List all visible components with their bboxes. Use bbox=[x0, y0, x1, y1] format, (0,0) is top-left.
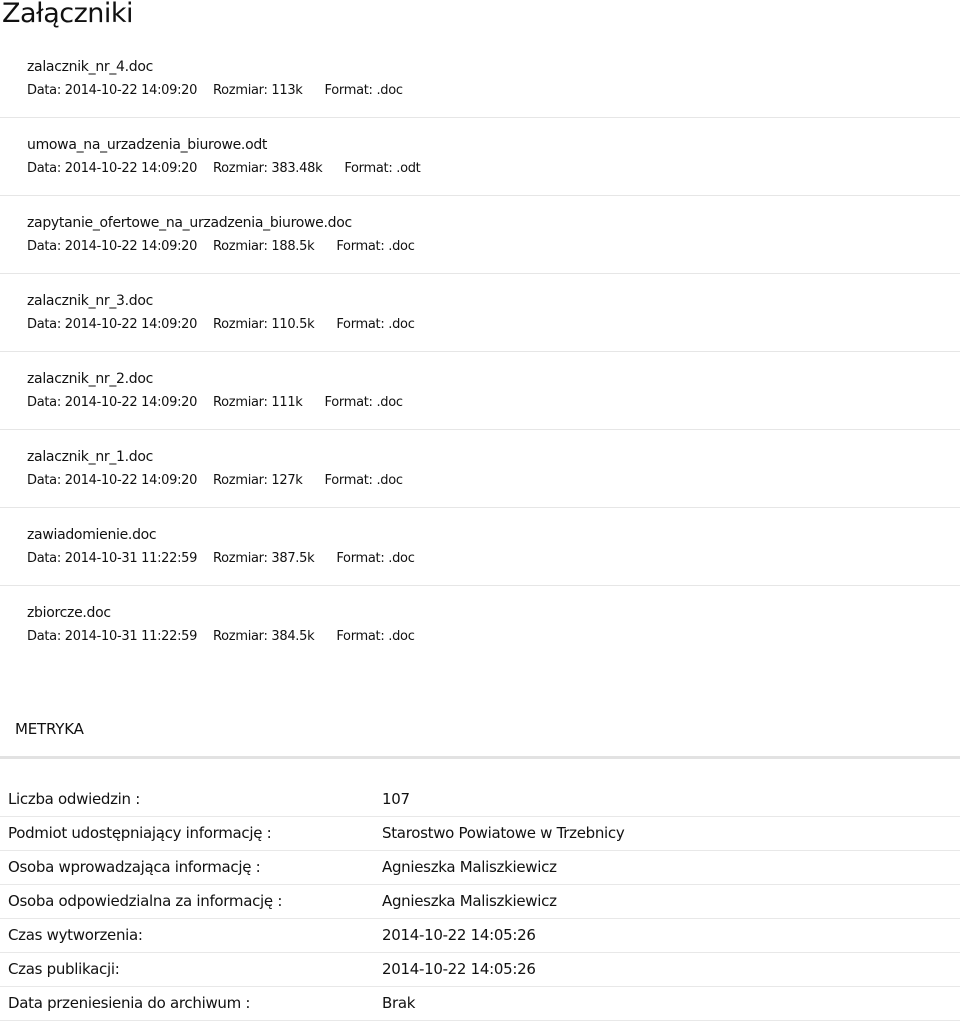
metryka-row bbox=[0, 987, 960, 1021]
attachment-format: Format: .doc bbox=[336, 317, 415, 332]
attachment-date: Data: 2014-10-22 14:09:20 bbox=[27, 83, 198, 98]
attachment-link[interactable]: zalacznik_nr_2.doc bbox=[27, 371, 154, 387]
attachment-format: Format: .doc bbox=[324, 395, 403, 410]
attachment-format: Format: .doc bbox=[336, 551, 415, 566]
attachment-link[interactable]: zawiadomienie.doc bbox=[27, 527, 157, 543]
attachment-item bbox=[0, 274, 960, 352]
attachment-date: Data: 2014-10-31 11:22:59 bbox=[27, 551, 198, 566]
attachment-date: Data: 2014-10-22 14:09:20 bbox=[27, 317, 198, 332]
attachment-item bbox=[0, 118, 960, 196]
metryka-label: Data przeniesienia do archiwum : bbox=[8, 994, 251, 1012]
attachment-item bbox=[0, 508, 960, 586]
metryka-value: 2014-10-22 14:05:26 bbox=[382, 926, 536, 944]
attachment-format: Format: .doc bbox=[324, 83, 403, 98]
metryka-value: Agnieszka Maliszkiewicz bbox=[382, 892, 557, 910]
attachment-size: Rozmiar: 383.48k bbox=[213, 161, 323, 176]
attachment-format: Format: .doc bbox=[324, 473, 403, 488]
attachment-size: Rozmiar: 113k bbox=[213, 83, 303, 98]
metryka-row bbox=[0, 953, 960, 987]
attachment-meta bbox=[27, 393, 403, 413]
metryka-row bbox=[0, 851, 960, 885]
metryka-label: Osoba wprowadzająca informację : bbox=[8, 858, 261, 876]
attachment-format: Format: .doc bbox=[336, 629, 415, 644]
metryka-row bbox=[0, 919, 960, 953]
attachment-size: Rozmiar: 384.5k bbox=[213, 629, 315, 644]
metryka-label: Podmiot udostępniający informację : bbox=[8, 824, 272, 842]
attachment-meta bbox=[27, 81, 403, 101]
metryka-value: 2014-10-22 14:05:26 bbox=[382, 960, 536, 978]
metryka-row bbox=[0, 885, 960, 919]
page-title: Załączniki bbox=[2, 0, 134, 29]
attachment-date: Data: 2014-10-22 14:09:20 bbox=[27, 473, 198, 488]
attachments-list bbox=[0, 40, 960, 664]
attachment-date: Data: 2014-10-22 14:09:20 bbox=[27, 239, 198, 254]
attachment-link[interactable]: zalacznik_nr_4.doc bbox=[27, 59, 154, 75]
attachment-meta bbox=[27, 159, 420, 179]
attachment-link[interactable]: zbiorcze.doc bbox=[27, 605, 111, 621]
metryka-table bbox=[0, 783, 960, 1021]
attachment-link[interactable]: zalacznik_nr_1.doc bbox=[27, 449, 154, 465]
attachment-meta bbox=[27, 471, 403, 491]
attachment-meta bbox=[27, 627, 415, 647]
metryka-value: 107 bbox=[382, 790, 410, 808]
attachment-date: Data: 2014-10-22 14:09:20 bbox=[27, 395, 198, 410]
attachment-meta bbox=[27, 315, 415, 335]
attachment-link[interactable]: umowa_na_urzadzenia_biurowe.odt bbox=[27, 137, 268, 153]
metryka-value: Brak bbox=[382, 994, 416, 1012]
metryka-value: Starostwo Powiatowe w Trzebnicy bbox=[382, 824, 625, 842]
attachment-size: Rozmiar: 387.5k bbox=[213, 551, 315, 566]
attachment-size: Rozmiar: 188.5k bbox=[213, 239, 315, 254]
attachment-item bbox=[0, 430, 960, 508]
attachment-item bbox=[0, 586, 960, 664]
attachment-date: Data: 2014-10-31 11:22:59 bbox=[27, 629, 198, 644]
metryka-label: Czas publikacji: bbox=[8, 960, 120, 978]
attachment-size: Rozmiar: 127k bbox=[213, 473, 303, 488]
metryka-row bbox=[0, 817, 960, 851]
attachment-item bbox=[0, 40, 960, 118]
attachment-format: Format: .odt bbox=[344, 161, 421, 176]
metryka-row bbox=[0, 783, 960, 817]
attachment-size: Rozmiar: 111k bbox=[213, 395, 303, 410]
metryka-heading: METRYKA bbox=[15, 720, 84, 738]
attachment-link[interactable]: zapytanie_ofertowe_na_urzadzenia_biurowe.doc bbox=[27, 215, 352, 231]
attachment-meta bbox=[27, 549, 415, 569]
metryka-label: Czas wytworzenia: bbox=[8, 926, 143, 944]
attachment-size: Rozmiar: 110.5k bbox=[213, 317, 315, 332]
attachment-date: Data: 2014-10-22 14:09:20 bbox=[27, 161, 198, 176]
attachment-format: Format: .doc bbox=[336, 239, 415, 254]
metryka-label: Osoba odpowiedzialna za informację : bbox=[8, 892, 283, 910]
metryka-label: Liczba odwiedzin : bbox=[8, 790, 140, 808]
attachment-item bbox=[0, 196, 960, 274]
metryka-divider bbox=[0, 756, 960, 759]
attachment-meta bbox=[27, 237, 415, 257]
attachment-link[interactable]: zalacznik_nr_3.doc bbox=[27, 293, 154, 309]
attachment-item bbox=[0, 352, 960, 430]
metryka-value: Agnieszka Maliszkiewicz bbox=[382, 858, 557, 876]
